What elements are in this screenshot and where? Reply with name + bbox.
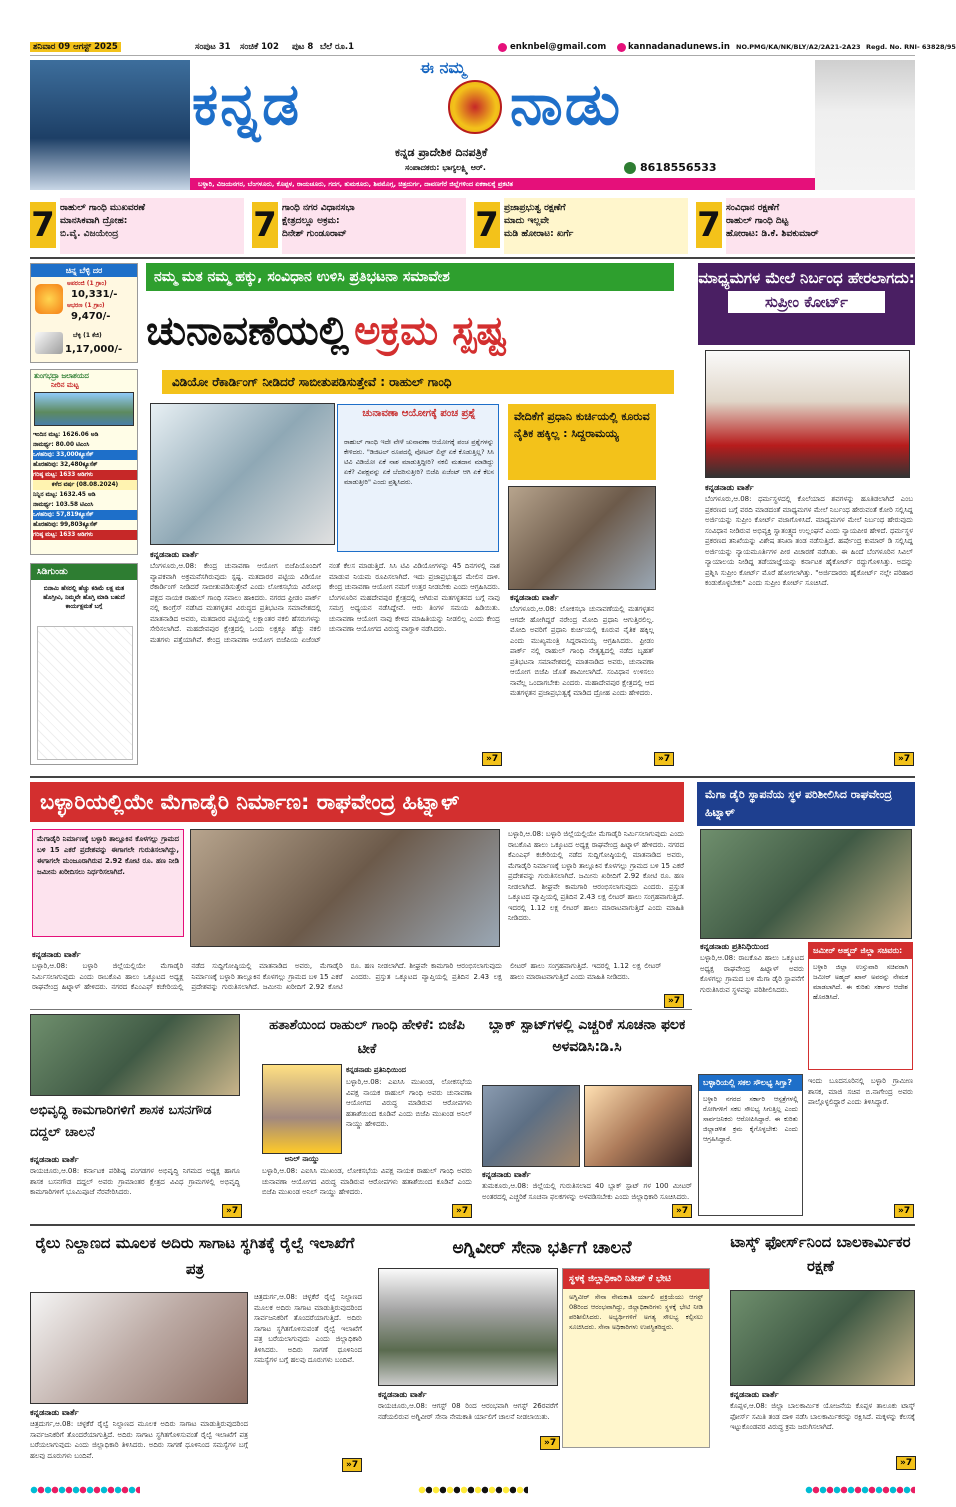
cm-body: ಬೆಂಗಳೂರು,ಆ.08: ಲೋಕಸಭಾ ಚುನಾವಣೆಯಲ್ಲಿ ಮತಗಳ್ಳತನ ಆಗದೇ ಹೋಗಿದ್ದರೆ ನರೇಂದ್ರ ಮೋದಿ ಪ್ರಧಾನಿ ಆಗುತ್ತಿರಲಿಲ್ಲ. ಮೋದಿ ಅವರಿಗೆ ಪ್ರಧಾನಿ ಕುರ್ಚಿಯಲ್ಲಿ ಕೂರುವ ನೈತಿಕ ಹಕ್ಕಿಲ್ಲ ಎಂದು ಮುಖ್ಯಮಂತ್ರಿ ಸಿದ್ದರಾಮಯ್ಯ ಆಗ್ರಹಿಸಿದರು. ಫ್ರೀಡಂ ಪಾರ್ಕ್ ನಲ್ಲಿ ರಾಹುಲ್ ಗಾಂಧಿ ನೇತೃತ್ವದಲ್ಲಿ ನಡೆದ ಬೃಹತ್ ಪ್ರತಿಭಟನಾ ಸಮಾವೇಶದಲ್ಲಿ ಮಾತನಾಡಿದ ಅವರು, ಚುನಾವಣಾ ಆಯೋಗ ಬಿಜೆಪಿ ಜೊತೆ ಶಾಮೀಲಾಗಿದೆ. ಸಂವಿಧಾನ ಉಳಿಸಲು ನಾವೆಲ್ಲ ಒಂದಾಗಬೇಕು ಎಂದರು. ಮಹಾದೇವಪುರ ಕ್ಷೇತ್ರದಲ್ಲಿ ಆದ ಮತಗಳ್ಳತನ ಪ್ರಜಾಪ್ರಭುತ್ವಕ್ಕೆ ಮಾಡಿದ ದ್ರೋಹ ಎಂದು ಹೇಳಿದರು. xyxy=(510,605,654,697)
registration-dots-right xyxy=(805,1486,915,1494)
ballari-press-photo xyxy=(190,829,500,947)
section-divider xyxy=(30,1224,915,1226)
anil-naidu-photo xyxy=(262,1064,342,1154)
dam-row: ನಿನ್ನಿನ ಮಟ್ಟ: 1632.45 ಅಡಿ xyxy=(33,492,96,498)
sc-headline-text: ಮಾಧ್ಯಮಗಳ ಮೇಲೆ ನಿರ್ಬಂಧ ಹೇರಲಾಗದು: xyxy=(698,269,915,287)
page-count: ಪುಟ 8 xyxy=(292,42,314,52)
teaser-4[interactable] xyxy=(696,198,915,254)
agniveer-photo xyxy=(378,1268,558,1386)
teaser-3[interactable] xyxy=(474,198,688,254)
minister-box-title: ಜಮೀರ್ ಅಹ್ಮದ್ ಜಿಲ್ಲಾ ಸಚಿವರು: xyxy=(809,943,912,959)
teaser-line: ಬಿ.ವೈ. ವಿಜಯೇಂದ್ರ xyxy=(60,229,119,239)
cartoon-box xyxy=(30,563,138,765)
teaser-page-number: 7 xyxy=(474,202,500,248)
rail-meeting-photo xyxy=(30,1292,248,1404)
ballari-continued-link[interactable]: »7 xyxy=(664,994,684,1008)
districts-text: ಬಳ್ಳಾರಿ, ವಿಜಯನಗರ, ಬೆಂಗಳೂರು, ಕೊಪ್ಪಳ, ರಾಯಚೂರು, ಗದಗ, ತುಮಕೂರು, ಶಿವಮೊಗ್ಗ, ಚಿತ್ರದುರ್ಗ, ದಾವಣಗೆರೆ ಜಿಲ್ಲೆಗಳಿಂದ ಏಕಕಾಲಕ್ಕೆ ಪ್ರಕಟಿತ xyxy=(198,180,513,188)
task-force-dateline: ಕನ್ನಡನಾಡು ವಾರ್ತೆ xyxy=(730,1390,779,1399)
header-info-bar xyxy=(30,40,956,56)
agniveer-headline xyxy=(372,1230,712,1266)
tagline: ಕನ್ನಡ ಪ್ರಾದೇಶಿಕ ದಿನಪತ್ರಿಕೆ xyxy=(395,146,488,159)
ballari-headline-text: ಬಳ್ಳಾರಿಯಲ್ಲಿಯೇ ಮೆಗಾಡೈರಿ ನಿರ್ಮಾಣ: ರಾಘವೇಂದ್ರ ಹಿಟ್ನಾಳ್ xyxy=(40,790,460,814)
mla-photo xyxy=(30,1014,240,1096)
cartoon-caption: ಬಿನಾಮಿ ಹೆಸರಲ್ಲಿ ಹೆಚ್ಚು ಕಡಿಮೆ ಲಕ್ಷ ಮತ ಹೊಗ್ತೀವಿ, ನಿಮ್ಮವೇ ಹೊಗ್ತಿ ಮಾಡಿ ಬಹುದೆ ಕಾರ್ಯಕ್ಷಮತೆ ಬಗ್ಗೆ xyxy=(43,585,125,610)
section-divider xyxy=(30,1009,692,1010)
web-icon xyxy=(617,43,626,52)
sc-dateline: ಕನ್ನಡನಾಡು ವಾರ್ತೆ xyxy=(705,483,754,492)
dam-row: ಇಂದಿನ ಮಟ್ಟ: 1626.06 ಅಡಿ xyxy=(33,432,99,438)
dam-row: ಹೊರಹರಿವು: 99,803ಕ್ಯೂಸೆಕ್ xyxy=(33,522,98,528)
minister-box xyxy=(808,942,913,1070)
minister-box-text: ಬಳ್ಳಾರಿ ಜಿಲ್ಲಾ ಉಸ್ತುವಾರಿ ಸಚಿವರಾಗಿ ಜಮೀರ್ ಅಹ್ಮದ್ ಖಾನ್ ಅವರನ್ನು ನೇಮಕ ಮಾಡಲಾಗಿದೆ. ಈ ಕುರಿತು ಸರ್ಕಾರ ಆದೇಶ ಹೊರಡಿಸಿದೆ. xyxy=(813,963,908,1001)
lead-headline xyxy=(146,293,674,369)
lead-headline-b: ಅಕ್ರಮ ಸ್ಪಷ್ಟ xyxy=(354,308,507,354)
dairy-site-dateline: ಕನ್ನಡನಾಡು ಪ್ರತಿನಿಧಿಯಿಂದ xyxy=(700,942,769,951)
email-icon xyxy=(498,43,507,52)
black-spot-dateline: ಕನ್ನಡನಾಡು ವಾರ್ತೆ xyxy=(482,1170,531,1179)
masthead-right: ನಾಡು xyxy=(510,70,623,138)
price: ಬೆಲೆ ರೂ.1 xyxy=(320,42,355,52)
task-force-body: ಕೊಪ್ಪಳ,ಆ.08: ಜಿಲ್ಲಾ ಬಾಲಕಾರ್ಮಿಕ ಯೋಜನೆಯ ಕೊಪ್ಪಳ ತಾಲೂಕು ಟಾಸ್ಕ್ ಫೋರ್ಸ್ ಸಮಿತಿ ತಂಡ ದಾಳಿ ನಡೆಸಿ ಬಾಲಕಾರ್ಮಿಕರನ್ನು ರಕ್ಷಿಸಿದೆ. ಮಕ್ಕಳನ್ನು ಕೆಲಸಕ್ಕೆ ಇಟ್ಟುಕೊಂಡವರ ವಿರುದ್ಧ ಕ್ರಮ ಜರುಗಿಸಲಾಗಿದೆ. xyxy=(730,1402,915,1431)
dairy-site-body: ಬಳ್ಳಾರಿ,ಆ.08: ರಾಬಕೊವಿ ಹಾಲು ಒಕ್ಕೂಟದ ಅಧ್ಯಕ್ಷ ರಾಘವೇಂದ್ರ ಹಿಟ್ನಾಳ್ ಅವರು ಕೊಳಗಲ್ಲು ಗ್ರಾಮದ ಬಳಿ ಮೆಗಾ ಡೈರಿ ಸ್ಥಾಪನೆಗೆ ಗುರುತಿಸಿರುವ ಸ್ಥಳವನ್ನು ಪರಿಶೀಲಿಸಿದರು. xyxy=(700,954,804,994)
black-spot-photo-1 xyxy=(482,1085,580,1167)
shubhashri-title: ಬಳ್ಳಾರಿಯಲ್ಲಿ ಸಕಲ ಸೌಲಭ್ಯ ಸಿಗ್ತಾ? xyxy=(699,1075,802,1091)
gold-24-label: ಅಪರಂಜಿ (1 ಗ್ರಾಂ) xyxy=(67,280,107,287)
bjp-dateline: ಕನ್ನಡನಾಡು ಪ್ರತಿನಿಧಿಯಿಂದ xyxy=(346,1066,406,1074)
gold-rate-title: ಚಿನ್ನ ಬೆಳ್ಳಿ ದರ xyxy=(31,264,137,277)
ballari-highlight-text: ಮೆಗಾಡೈರಿ ನಿರ್ಮಾಣಕ್ಕೆ ಬಳ್ಳಾರಿ ತಾಲ್ಲೂಕಿನ ಕೊಳಗಲ್ಲು ಗ್ರಾಮದ ಬಳಿ 15 ಎಕರೆ ಪ್ರದೇಶವನ್ನು ಈಗಾಗಲೇ ಗುರುತಿಸಲಾಗಿದ್ದು, ಈಗಾಗಲೇ ಮಂಜೂರಾಗಿರುವ 2.92 ಕೋಟಿ ರೂ. ಹಣ ನೀಡಿ ಜಮೀನು ಖರೀದಿಸಲು ನಿರ್ಧರಿಸಲಾಗಿದೆ. xyxy=(37,835,179,876)
teaser-line: ಮಾನಸಿಕವಾಗಿ ದ್ರೋಹ: xyxy=(60,216,128,226)
lead-kicker xyxy=(146,263,674,291)
shubhashri-text: ಬಳ್ಳಾರಿ ನಗರದ ಸರ್ಕಾರಿ ಆಸ್ಪತ್ರೆಗಳಲ್ಲಿ ರೋಗಿಗಳಿಗೆ ಸಕಲ ಸೌಲಭ್ಯ ಸಿಗುತ್ತಿಲ್ಲ ಎಂದು ಸಾರ್ವಜನಿಕರು ಆರೋಪಿಸಿದ್ದಾರೆ. ಈ ಕುರಿತು ಜಿಲ್ಲಾಡಳಿತ ಕ್ರಮ ಕೈಗೊಳ್ಳಬೇಕು ಎಂದು ಆಗ್ರಹಿಸಿದ್ದಾರೆ. xyxy=(703,1095,798,1143)
silver-label: ಬೆಳ್ಳಿ (1 ಕೆಜಿ) xyxy=(73,332,102,339)
rail-headline: ರೈಲು ನಿಲ್ದಾಣದ ಮೂಲಕ ಅದಿರು ಸಾಗಾಟ ಸ್ಥಗಿತಕ್ಕೆ ರೈಲ್ವೆ ಇಲಾಖೆಗೆ ಪತ್ರ xyxy=(35,1234,355,1278)
dam-data-list xyxy=(33,430,137,540)
website[interactable]: kannadanadunews.in xyxy=(628,42,730,52)
silver-value: 1,17,000/- xyxy=(65,344,123,355)
email[interactable]: enknbel@gmail.com xyxy=(510,42,607,52)
volume: ಸಂಪುಟ 31 xyxy=(195,42,231,52)
agniveer-dateline: ಕನ್ನಡನಾಡು ವಾರ್ತೆ xyxy=(378,1390,427,1399)
whatsapp-icon xyxy=(624,162,636,174)
bjp-body: ಬಳ್ಳಾರಿ,ಆ.08: ಎಐಸಿಸಿ ಮುಖಂಡ, ಲೋಕಸಭೆಯ ವಿಪಕ್ಷ ನಾಯಕ ರಾಹುಲ್ ಗಾಂಧಿ ಅವರು ಚುನಾವಣಾ ಆಯೋಗದ ವಿರುದ್ಧ ಮಾಡಿರುವ ಆರೋಪಗಳು ಹತಾಶೆಯಿಂದ ಕೂಡಿವೆ ಎಂದು ಬಿಜೆಪಿ ಮುಖಂಡ ಅನಿಲ್ ನಾಯ್ಡು ಹೇಳಿದರು. xyxy=(346,1078,472,1128)
lead-questions-box xyxy=(337,404,499,552)
issue-date: ಶನಿವಾರ 09 ಆಗಸ್ಟ್ 2025 xyxy=(30,42,121,52)
politician-photo-right xyxy=(815,60,915,190)
dam-row: ನಾಮರ್ಥ್ಯ: 103.58 ಟಿಎಂಸಿ xyxy=(33,502,94,508)
cartoon-illustration xyxy=(37,626,133,760)
registration-1: NO.PMG/KA/NK/BLY/A2/2A21-2A23 xyxy=(736,43,861,51)
dam-row: ಗರಿಷ್ಠ ಮಟ್ಟ: 1633 ಅಡಿಗಳು xyxy=(33,470,137,480)
dam-row: ಒಳಹರಿವು: 33,000ಕ್ಯೂಸೆಕ್ xyxy=(33,450,137,460)
lead-subhead-text: ವಿಡಿಯೋ ರೆಕಾರ್ಡಿಂಗ್ ನೀಡಿದರೆ ಸಾಬೀತುಪಡಿಸುತ್ತೇವೆ : ರಾಹುಲ್ ಗಾಂಧಿ xyxy=(172,375,452,389)
dairy-site-headline-text: ಮೆಗಾ ಡೈರಿ ಸ್ಥಾಪನೆಯ ಸ್ಥಳ ಪರಿಶೀಲಿಸಿದ ರಾಘವೇಂದ್ರ ಹಿಟ್ನಾಳ್ xyxy=(705,788,892,819)
cm-continued-link[interactable]: »7 xyxy=(654,752,674,766)
dam-photo xyxy=(34,392,134,426)
cm-dateline: ಕನ್ನಡನಾಡು ವಾರ್ತೆ xyxy=(510,593,559,602)
mla-headline: ಅಭಿವೃದ್ಧಿ ಕಾಮಗಾರಿಗಳಿಗೆ ಶಾಸಕ ಬಸನಗೌಡ ದದ್ದಲ್ ಚಾಲನೆ xyxy=(30,1103,212,1140)
teaser-divider xyxy=(30,257,915,259)
shubhashri-box xyxy=(698,1074,803,1216)
cm-story-title xyxy=(508,404,656,480)
mla-body: ರಾಯಚೂರು,ಆ.08: ಕರ್ನಾಟಕ ಪರಿಶಿಷ್ಟ ಪಂಗಡಗಳ ಅಭಿವೃದ್ಧಿ ನಿಗಮದ ಅಧ್ಯಕ್ಷ ಹಾಗೂ ಶಾಸಕ ಬಸನಗೌಡ ದದ್ದಲ್ ಅವರು ಗ್ರಾಮಾಂತರ ಕ್ಷೇತ್ರದ ವಿವಿಧ ಗ್ರಾಮಗಳಲ್ಲಿ ಅಭಿವೃದ್ಧಿ ಕಾಮಗಾರಿಗಳಿಗೆ ಭೂಮಿಪೂಜೆ ನೆರವೇರಿಸಿದರು. xyxy=(30,1167,240,1196)
rail-dateline: ಕನ್ನಡನಾಡು ವಾರ್ತೆ xyxy=(30,1408,79,1417)
gold-24-value: 10,331/- xyxy=(71,289,118,300)
masthead-small-text: ಈ ನಮ್ಮ xyxy=(420,58,466,77)
registration-dots-center xyxy=(418,1486,528,1494)
agniveer-headline-text: ಅಗ್ನಿವೀರ್ ಸೇನಾ ಭರ್ತಿಗೆ ಚಾಲನೆ xyxy=(452,1238,632,1258)
bjp-body-2: ಬಳ್ಳಾರಿ,ಆ.08: ಎಐಸಿಸಿ ಮುಖಂಡ, ಲೋಕಸಭೆಯ ವಿಪಕ್ಷ ನಾಯಕ ರಾಹುಲ್ ಗಾಂಧಿ ಅವರು ಚುನಾವಣಾ ಆಯೋಗದ ವಿರುದ್ಧ ಮಾಡಿರುವ ಆರೋಪಗಳು ಹತಾಶೆಯಿಂದ ಕೂಡಿವೆ ಎಂದು ಬಿಜೆಪಿ ಮುಖಂಡ ಅನಿಲ್ ನಾಯ್ಡು ಹೇಳಿದರು. xyxy=(262,1167,472,1196)
issue-number: ಸಂಚಿಕೆ 102 xyxy=(240,42,279,52)
lead-headline-a: ಚುನಾವಣೆಯಲ್ಲಿ xyxy=(146,308,349,354)
dairy-site-photo xyxy=(700,829,912,939)
teaser-line: ದಿನೇಶ್ ಗುಂಡೂರಾವ್ xyxy=(282,229,347,239)
cm-story-title-text: ವೇದಿಕೆಗೆ ಪ್ರಧಾನಿ ಕುರ್ಚಿಯಲ್ಲಿ ಕೂರುವ ನೈತಿಕ ಹಕ್ಕಿಲ್ಲ : ಸಿದ್ದರಾಮಯ್ಯ xyxy=(514,410,650,440)
agniveer-dc-text: ಅಗ್ನಿವೀರ್ ಸೇನಾ ನೇಮಕಾತಿ ರ್ಯಾಲಿ ಪ್ರಕ್ರಿಯೆಯು ಆಗಸ್ಟ್ 08ರಿಂದ ಆರಂಭವಾಗಿದ್ದು, ಜಿಲ್ಲಾಧಿಕಾರಿಗಳು ಸ್ಥಳಕ್ಕೆ ಭೇಟಿ ನೀಡಿ ಪರಿಶೀಲಿಸಿದರು. ಅಭ್ಯರ್ಥಿಗಳಿಗೆ ಅಗತ್ಯ ಸೌಲಭ್ಯ ಕಲ್ಪಿಸಲು ಸೂಚಿಸಿದರು. ಸೇನಾ ಅಧಿಕಾರಿಗಳು ಉಪಸ್ಥಿತರಿದ್ದರು. xyxy=(569,1293,703,1331)
gold-rate-box xyxy=(30,263,138,363)
dam-level-box xyxy=(30,369,138,555)
anil-naidu-caption: ಅನಿಲ್ ನಾಯ್ಡು xyxy=(284,1155,320,1163)
black-spot-continued-link[interactable]: »7 xyxy=(672,1204,692,1218)
siddaramaiah-photo xyxy=(508,486,656,590)
sc-body: ಬೆಂಗಳೂರು,ಆ.08: ಧರ್ಮಸ್ಥಳದಲ್ಲಿ ಕೊಲೆಯಾದ ಶವಗಳನ್ನು ಹೂತಿಡಲಾಗಿದೆ ಎಂಬ ಪ್ರಕರಣದ ಬಗ್ಗೆ ವರದಿ ಮಾಡದಂತೆ ಮಾಧ್ಯಮಗಳ ಮೇಲೆ ನಿರ್ಬಂಧ ಹೇರುವಂತೆ ಕೋರಿ ಸಲ್ಲಿಸಿದ್ದ ಅರ್ಜಿಯನ್ನು ಸುಪ್ರೀಂ ಕೋರ್ಟ್ ವಜಾಗೊಳಿಸಿದೆ. ಮಾಧ್ಯಮಗಳ ಮೇಲೆ ನಿರ್ಬಂಧ ಹೇರುವುದು ಸಂವಿಧಾನ ನೀಡಿರುವ ಅಭಿವ್ಯಕ್ತಿ ಸ್ವಾತಂತ್ರ್ಯದ ಉಲ್ಲಂಘನೆ ಎಂದು ನ್ಯಾಯಪೀಠ ಹೇಳಿದೆ. ಧರ್ಮಸ್ಥಳ ಪ್ರಕರಣದ ತನಿಖೆಯನ್ನು ವಿಶೇಷ ತನಿಖಾ ತಂಡ ನಡೆಸುತ್ತಿದೆ. ಹರ್ಷೇಂದ್ರ ಕುಮಾರ್ ಡಿ ಸಲ್ಲಿಸಿದ್ದ ಅರ್ಜಿಯನ್ನು ನ್ಯಾಯಮೂರ್ತಿಗಳ ಪೀಠ ವಿಚಾರಣೆ ನಡೆಸಿತು. ಈ ಹಿಂದೆ ಬೆಂಗಳೂರಿನ ಸಿವಿಲ್ ನ್ಯಾಯಾಲಯ ನೀಡಿದ್ದ ತಡೆಯಾಜ್ಞೆಯನ್ನು ಕರ್ನಾಟಕ ಹೈಕೋರ್ಟ್ ರದ್ದುಗೊಳಿಸಿತ್ತು. ಅದನ್ನು ಪ್ರಶ್ನಿಸಿ ಸುಪ್ರೀಂ ಕೋರ್ಟ್ ಮೊರೆ ಹೋಗಲಾಗಿತ್ತು. "ಅರ್ಜಿದಾರರು ಹೈಕೋರ್ಟ್ ನಲ್ಲೇ ಪರಿಹಾರ ಕಂಡುಕೊಳ್ಳಬೇಕು" ಎಂದು ಸುಪ್ರೀಂ ಕೋರ್ಟ್ ಸೂಚಿಸಿದೆ. xyxy=(705,495,913,587)
mla-continued-link[interactable]: »7 xyxy=(222,1204,242,1218)
rail-body: ಚಿತ್ರದುರ್ಗ,ಆ.08: ಚಳ್ಳಕೆರೆ ರೈಲ್ವೆ ನಿಲ್ದಾಣದ ಮೂಲಕ ಅದಿರು ಸಾಗಾಟ ಮಾಡುತ್ತಿರುವುದರಿಂದ ಸಾರ್ವಜನಿಕರಿಗೆ ತೊಂದರೆಯಾಗುತ್ತಿದೆ. ಅದಿರು ಸಾಗಾಟ ಸ್ಥಗಿತಗೊಳಿಸುವಂತೆ ರೈಲ್ವೆ ಇಲಾಖೆಗೆ ಪತ್ರ ಬರೆಯಲಾಗುವುದು ಎಂದು ಜಿಲ್ಲಾಧಿಕಾರಿ ತಿಳಿಸಿದರು. ಅದಿರು ಸಾಗಣೆ ಧೂಳಿನಿಂದ ಸಮಸ್ಯೆಗಳ ಬಗ್ಗೆ ಹಲವು ದೂರುಗಳು ಬಂದಿವೆ. xyxy=(30,1420,248,1460)
phone-number[interactable]: 8618556533 xyxy=(640,161,717,174)
section-divider xyxy=(30,776,915,778)
agniveer-dc-title: ಸ್ಥಳಕ್ಕೆ ಜಿಲ್ಲಾಧಿಕಾರಿ ನಿತೀಶ್ ಕೆ ಭೇಟಿ xyxy=(563,1269,709,1289)
teaser-line: ಕ್ಷೇತ್ರದಲ್ಲೂ ಅಕ್ರಮ: xyxy=(282,216,340,226)
task-force-photo xyxy=(730,1290,915,1386)
supreme-court-photo xyxy=(705,350,910,478)
dam-row: ಕಳೆದ ವರ್ಷ (08.08.2024) xyxy=(33,480,137,490)
masthead-left: ಕನ್ನಡ xyxy=(192,70,302,138)
teaser-1[interactable] xyxy=(30,198,244,254)
dam-title: ತುಂಗಭದ್ರಾ ಜಲಾಶಯದ xyxy=(34,372,89,380)
teaser-line: ರಾಹುಲ್ ಗಾಂಧಿ ಮುಖವರಣೆ xyxy=(60,203,145,213)
editor: ಸಂಪಾದಕರು: ಭಾಗ್ಯಲಕ್ಷ್ಮಿ ಆರ್. xyxy=(405,163,486,172)
task-force-headline: ಟಾಸ್ಕ್ ಫೋರ್ಸ್‌ನಿಂದ ಬಾಲಕಾರ್ಮಿಕರ ರಕ್ಷಣೆ xyxy=(730,1233,911,1275)
gold-22-value: 9,470/- xyxy=(71,311,111,322)
rail-continued-link[interactable]: »7 xyxy=(342,1458,362,1472)
ballari-headline xyxy=(30,782,684,822)
teaser-line: ಮಾದು ಇಲ್ಲವೇ xyxy=(504,216,550,226)
dairy-site-headline xyxy=(697,782,915,826)
cartoon-title: ಸಿಡಿಗುಂಡು xyxy=(31,564,137,580)
ballari-dateline: ಕನ್ನಡನಾಡು ವಾರ್ತೆ xyxy=(32,950,81,959)
gold-coins-icon xyxy=(35,284,63,314)
politician-photo-left xyxy=(30,60,190,190)
agniveer-dc-box xyxy=(562,1268,710,1448)
lead-continued-link[interactable]: »7 xyxy=(482,752,502,766)
rahul-gandhi-photo xyxy=(150,403,335,545)
ballari-body: ಬಳ್ಳಾರಿ,ಆ.08: ಬಳ್ಳಾರಿ ಜಿಲ್ಲೆಯಲ್ಲಿಯೇ ಮೆಗಾಡೈರಿ ನಿರ್ಮಿಸಲಾಗುವುದು ಎಂದು ರಾಬಕೊವಿ ಹಾಲು ಒಕ್ಕೂಟದ ಅಧ್ಯಕ್ಷ ರಾಘವೇಂದ್ರ ಹಿಟ್ನಾಳ್ ಹೇಳಿದರು. ನಗರದ ಕೆಎಂಎಫ್ ಕಚೇರಿಯಲ್ಲಿ ನಡೆದ ಸುದ್ದಿಗೋಷ್ಠಿಯಲ್ಲಿ ಮಾತನಾಡಿದ ಅವರು, ಮೆಗಾಡೈರಿ ನಿರ್ಮಾಣಕ್ಕೆ ಬಳ್ಳಾರಿ ತಾಲ್ಲೂಕಿನ ಕೊಳಗಲ್ಲು ಗ್ರಾಮದ ಬಳಿ 15 ಎಕರೆ ಪ್ರದೇಶವನ್ನು ಗುರುತಿಸಲಾಗಿದೆ. ಜಮೀನು ಖರೀದಿಗೆ 2.92 ಕೋಟಿ ರೂ. ಹಣ ನೀಡಲಾಗಿದೆ. ಶೀಘ್ರವೇ ಕಾಮಗಾರಿ ಆರಂಭಿಸಲಾಗುವುದು ಎಂದರು. ಪ್ರಸ್ತುತ ಒಕ್ಕೂಟದ ವ್ಯಾಪ್ತಿಯಲ್ಲಿ ಪ್ರತಿದಿನ 2.43 ಲಕ್ಷ ಲೀಟರ್ ಹಾಲು ಸಂಗ್ರಹವಾಗುತ್ತಿದೆ. ಇದರಲ್ಲಿ 1.12 ಲಕ್ಷ ಲೀಟರ್ ಹಾಲು ಮಾರಾಟವಾಗುತ್ತಿದೆ ಎಂದು ಮಾಹಿತಿ ನೀಡಿದರು. xyxy=(32,962,662,991)
lead-questions-text: ರಾಹುಲ್ ಗಾಂಧಿ ಇದೇ ವೇಳೆ ಚುನಾವಣಾ ಆಯೋಗಕ್ಕೆ ಪಂಚ ಪ್ರಶ್ನೆಗಳನ್ನು ಕೇಳಿದರು. "ಡಿಜಿಟಲ್ ರೂಪದಲ್ಲಿ ವೋಟರ್ ಲಿಸ್ಟ್ ಏಕೆ ಕೊಡುತ್ತಿಲ್ಲ? ಸಿಸಿ ಟಿವಿ ವಿಡಿಯೋ ಏಕೆ ನಾಶ ಮಾಡುತ್ತಿದ್ದೀರಿ? ನಕಲಿ ಮತದಾನ ಮಾಡಿದ್ದು ಏಕೆ? ವಿಪಕ್ಷವನ್ನು ಏಕೆ ಬೆದರಿಸುತ್ತೀರಿ? ಬಿಜೆಪಿ ಏಜೆಂಟ್ ಆಗಿ ಏಕೆ ಕೆಲಸ ಮಾಡುತ್ತೀರಿ" ಎಂದು ಪ್ರಶ್ನಿಸಿದರು. xyxy=(344,438,494,486)
dam-row: ಒಳಹರಿವು: 57,819ಕ್ಯೂಸೆಕ್ xyxy=(33,510,137,520)
mla-dateline: ಕನ್ನಡನಾಡು ವಾರ್ತೆ xyxy=(30,1155,79,1164)
teaser-page-number: 7 xyxy=(252,202,278,248)
silver-bar-icon xyxy=(35,332,63,354)
teaser-line: ಸಂವಿಧಾನ ರಕ್ಷಣೆಗೆ xyxy=(726,203,780,213)
shubhashri-continued-link[interactable]: »7 xyxy=(894,1204,914,1218)
gold-22-label: ಆಭರಣ (1 ಗ್ರಾಂ) xyxy=(67,302,105,309)
lead-subhead xyxy=(162,370,674,394)
shubhashri-body-2: ಇಂದು ಬೂದನೂರಿನಲ್ಲಿ ಬಳ್ಳಾರಿ ಗ್ರಾಮೀಣ ಶಾಸಕ, ಮಾಜಿ ಸಚಿವ ಬಿ.ನಾಗೇಂದ್ರ ಅವರು ಪಾಲ್ಗೊಳ್ಳಲಿದ್ದಾರೆ ಎಂದು ತಿಳಿಸಿದ್ದಾರೆ. xyxy=(808,1077,913,1106)
sc-continued-link[interactable]: »7 xyxy=(894,752,914,766)
teaser-line: ಪ್ರಜಾಪ್ರಭುತ್ವ ರಕ್ಷಣೆಗೆ xyxy=(504,203,566,213)
teaser-page-number: 7 xyxy=(30,202,56,248)
registration-2: Regd. No. RNI- 63828/95 xyxy=(866,43,956,51)
registration-dots-left xyxy=(30,1486,140,1494)
teaser-line: ಗಾಂಧಿ ನಗರ ವಿಧಾನಸಭಾ xyxy=(282,203,355,213)
sc-headline xyxy=(698,263,915,345)
dam-row: ನಾಮರ್ಥ್ಯ: 80.00 ಟಿಎಂಸಿ xyxy=(33,442,90,448)
lead-kicker-text: ನಮ್ಮ ಮತ ನಮ್ಮ ಹಕ್ಕು, ಸಂವಿಧಾನ ಉಳಿಸಿ ಪ್ರತಿಭಟನಾ ಸಮಾವೇಶ xyxy=(154,269,450,285)
task-force-continued-link[interactable]: »7 xyxy=(896,1456,916,1470)
lead-dateline: ಕನ್ನಡನಾಡು ವಾರ್ತೆ xyxy=(150,550,199,559)
black-spot-photo-2 xyxy=(584,1085,692,1167)
rail-body-right: ಚಿತ್ರದುರ್ಗ,ಆ.08: ಚಳ್ಳಕೆರೆ ರೈಲ್ವೆ ನಿಲ್ದಾಣದ ಮೂಲಕ ಅದಿರು ಸಾಗಾಟ ಮಾಡುತ್ತಿರುವುದರಿಂದ ಸಾರ್ವಜನಿಕರಿಗೆ ತೊಂದರೆಯಾಗುತ್ತಿದೆ. ಅದಿರು ಸಾಗಾಟ ಸ್ಥಗಿತಗೊಳಿಸುವಂತೆ ರೈಲ್ವೆ ಇಲಾಖೆಗೆ ಪತ್ರ ಬರೆಯಲಾಗುವುದು ಎಂದು ಜಿಲ್ಲಾಧಿಕಾರಿ ತಿಳಿಸಿದರು. ಅದಿರು ಸಾಗಣೆ ಧೂಳಿನಿಂದ ಸಮಸ್ಯೆಗಳ ಬಗ್ಗೆ ಹಲವು ದೂರುಗಳು ಬಂದಿವೆ. xyxy=(254,1293,362,1364)
lead-body: ಬೆಂಗಳೂರು,ಆ.08: ಕೇಂದ್ರ ಚುನಾವಣಾ ಆಯೋಗ ಬಿಜೆಪಿಯೊಂದಿಗೆ ವ್ಯಾಪಕವಾಗಿ ಅಕ್ರಮವೆಸಗಿರುವುದು ಸ್ಪಷ್ಟ. ಮತದಾರರ ಪಟ್ಟಿಯ ವಿಡಿಯೋ ರೆಕಾರ್ಡಿಂಗ್ ನೀಡಿದರೆ ಸಾಬೀತುಪಡಿಸುತ್ತೇವೆ ಎಂದು ಲೋಕಸಭೆಯ ವಿರೋಧ ಪಕ್ಷದ ನಾಯಕ ರಾಹುಲ್ ಗಾಂಧಿ ಸವಾಲು ಹಾಕಿದರು. ನಗರದ ಫ್ರೀಡಂ ಪಾರ್ಕ್ ನಲ್ಲಿ ಕಾಂಗ್ರೆಸ್ ನಡೆಸಿದ ಮತಗಳ್ಳತನ ವಿರುದ್ಧದ ಪ್ರತಿಭಟನಾ ಸಮಾವೇಶದಲ್ಲಿ ಮಾತನಾಡಿದ ಅವರು, ಮತದಾರರ ಪಟ್ಟಿಯಲ್ಲಿ ಲಕ್ಷಾಂತರ ನಕಲಿ ಹೆಸರುಗಳನ್ನು ಸೇರಿಸಲಾಗಿದೆ. ಮಹದೇವಪುರ ಕ್ಷೇತ್ರದಲ್ಲಿ ಒಂದು ಲಕ್ಷಕ್ಕೂ ಹೆಚ್ಚು ನಕಲಿ ಮತಗಳು ಪತ್ತೆಯಾಗಿವೆ. ಕೇಂದ್ರ ಚುನಾವಣಾ ಆಯೋಗ ಬಿಜೆಪಿಯ ಏಜೆಂಟ್ ನಂತೆ ಕೆಲಸ ಮಾಡುತ್ತಿದೆ. ಸಿಸಿ ಟಿವಿ ವಿಡಿಯೋಗಳನ್ನು 45 ದಿನಗಳಲ್ಲಿ ನಾಶ ಮಾಡುವ ನಿಯಮ ರೂಪಿಸಲಾಗಿದೆ. ಇದು ಪ್ರಜಾಪ್ರಭುತ್ವದ ಮೇಲಿನ ದಾಳಿ. ಕೇಂದ್ರ ಚುನಾವಣಾ ಆಯೋಗ ನಮಗೆ ಉತ್ತರ ನೀಡಬೇಕು ಎಂದು ಆಗ್ರಹಿಸಿದರು. ಬೆಂಗಳೂರಿನ ಮಹದೇವಪುರ ಕ್ಷೇತ್ರದಲ್ಲಿ ಆಗಿರುವ ಮತಗಳ್ಳತನದ ಬಗ್ಗೆ ನಾವು ಸಮಗ್ರ ಅಧ್ಯಯನ ನಡೆಸಿದ್ದೇವೆ. ಆರು ತಿಂಗಳ ಸಮಯ ಹಿಡಿಯಿತು. ಚುನಾವಣಾ ಆಯೋಗ ನಾವು ಕೇಳಿದ ಮಾಹಿತಿಯನ್ನು ನೀಡಲಿಲ್ಲ ಎಂದು ಕೇಂದ್ರ ಚುನಾವಣಾ ಆಯೋಗದ ವಿರುದ್ಧ ವಾಗ್ದಾಳಿ ನಡೆಸಿದರು. xyxy=(150,562,500,644)
ballari-highlight-box xyxy=(32,829,184,937)
teaser-line: ಮಡಿ ಹೋರಾಟ: ಖರ್ಗೆ xyxy=(504,229,574,239)
black-spot-body: ತುಮಕೂರು,ಆ.08: ಜಿಲ್ಲೆಯಲ್ಲಿ ಗುರುತಿಸಲಾದ 40 ಬ್ಲಾಕ್ ಸ್ಪಾಟ್ ಗಳ 100 ಮೀಟರ್ ಅಂತರದಲ್ಲಿ ಎಚ್ಚರಿಕೆ ಸೂಚನಾ ಫಲಕಗಳನ್ನು ಅಳವಡಿಸಬೇಕು ಎಂದು ಜಿಲ್ಲಾಧಿಕಾರಿ ಸೂಚಿಸಿದರು. xyxy=(482,1182,692,1201)
agniveer-body: ರಾಯಚೂರು,ಆ.08: ಆಗಸ್ಟ್ 08 ರಿಂದ ಆರಂಭವಾಗಿ ಆಗಸ್ಟ್ 26ರವರೆಗೆ ನಡೆಯಲಿರುವ ಅಗ್ನಿವೀರ್ ಸೇನಾ ನೇಮಕಾತಿ ರ್ಯಾಲಿಗೆ ಚಾಲನೆ ನೀಡಲಾಯಿತು. xyxy=(378,1402,558,1421)
teaser-page-number: 7 xyxy=(696,202,722,248)
teaser-line: ಹೋರಾಟ: ಡಿ.ಕೆ. ಶಿವಕುಮಾರ್ xyxy=(726,229,819,239)
dam-subtitle: ನೀರಿನ ಮಟ್ಟ xyxy=(51,381,79,389)
karnataka-emblem-icon xyxy=(448,80,502,134)
sc-headline-text-2: ಸುಪ್ರೀಂ ಕೋರ್ಟ್ xyxy=(728,291,885,313)
dam-row: ಹೊರಹರಿವು: 32,480ಕ್ಯೂಸೆಕ್ xyxy=(33,462,98,468)
teaser-line: ರಾಹುಲ್ ಗಾಂಧಿ ದಿಟ್ಟ xyxy=(726,216,789,226)
districts-band xyxy=(190,178,815,190)
dam-row: ಗರಿಷ್ಠ ಮಟ್ಟ: 1633 ಅಡಿಗಳು xyxy=(33,530,137,540)
bjp-continued-link[interactable]: »7 xyxy=(452,1204,472,1218)
bjp-headline: ಹತಾಶೆಯಿಂದ ರಾಹುಲ್ ಗಾಂಧಿ ಹೇಳಿಕೆ: ಬಿಜೆಪಿ ಟೀಕೆ xyxy=(269,1018,465,1057)
lead-questions-title: ಚುನಾವಣಾ ಆಯೋಗಕ್ಕೆ ಪಂಚ ಪ್ರಶ್ನೆ xyxy=(362,408,476,419)
black-spot-headline: ಬ್ಲಾಕ್ ಸ್ಪಾಟ್‌ಗಳಲ್ಲಿ ಎಚ್ಚರಿಕೆ ಸೂಚನಾ ಫಲಕ ಅಳವಡಿಸಿ:ಡಿ.ಸಿ xyxy=(488,1017,686,1055)
agniveer-continued-link[interactable]: »7 xyxy=(540,1436,560,1450)
ballari-body-right: ಬಳ್ಳಾರಿ,ಆ.08: ಬಳ್ಳಾರಿ ಜಿಲ್ಲೆಯಲ್ಲಿಯೇ ಮೆಗಾಡೈರಿ ನಿರ್ಮಿಸಲಾಗುವುದು ಎಂದು ರಾಬಕೊವಿ ಹಾಲು ಒಕ್ಕೂಟದ ಅಧ್ಯಕ್ಷ ರಾಘವೇಂದ್ರ ಹಿಟ್ನಾಳ್ ಹೇಳಿದರು. ನಗರದ ಕೆಎಂಎಫ್ ಕಚೇರಿಯಲ್ಲಿ ನಡೆದ ಸುದ್ದಿಗೋಷ್ಠಿಯಲ್ಲಿ ಮಾತನಾಡಿದ ಅವರು, ಮೆಗಾಡೈರಿ ನಿರ್ಮಾಣಕ್ಕೆ ಬಳ್ಳಾರಿ ತಾಲ್ಲೂಕಿನ ಕೊಳಗಲ್ಲು ಗ್ರಾಮದ ಬಳಿ 15 ಎಕರೆ ಪ್ರದೇಶವನ್ನು ಗುರುತಿಸಲಾಗಿದೆ. ಜಮೀನು ಖರೀದಿಗೆ 2.92 ಕೋಟಿ ರೂ. ಹಣ ನೀಡಲಾಗಿದೆ. ಶೀಘ್ರವೇ ಕಾಮಗಾರಿ ಆರಂಭಿಸಲಾಗುವುದು ಎಂದರು. ಪ್ರಸ್ತುತ ಒಕ್ಕೂಟದ ವ್ಯಾಪ್ತಿಯಲ್ಲಿ ಪ್ರತಿದಿನ 2.43 ಲಕ್ಷ ಲೀಟರ್ ಹಾಲು ಸಂಗ್ರಹವಾಗುತ್ತಿದೆ. ಇದರಲ್ಲಿ 1.12 ಲಕ್ಷ ಲೀಟರ್ ಹಾಲು ಮಾರಾಟವಾಗುತ್ತಿದೆ ಎಂದು ಮಾಹಿತಿ ನೀಡಿದರು. xyxy=(508,830,684,922)
teaser-2[interactable] xyxy=(252,198,466,254)
